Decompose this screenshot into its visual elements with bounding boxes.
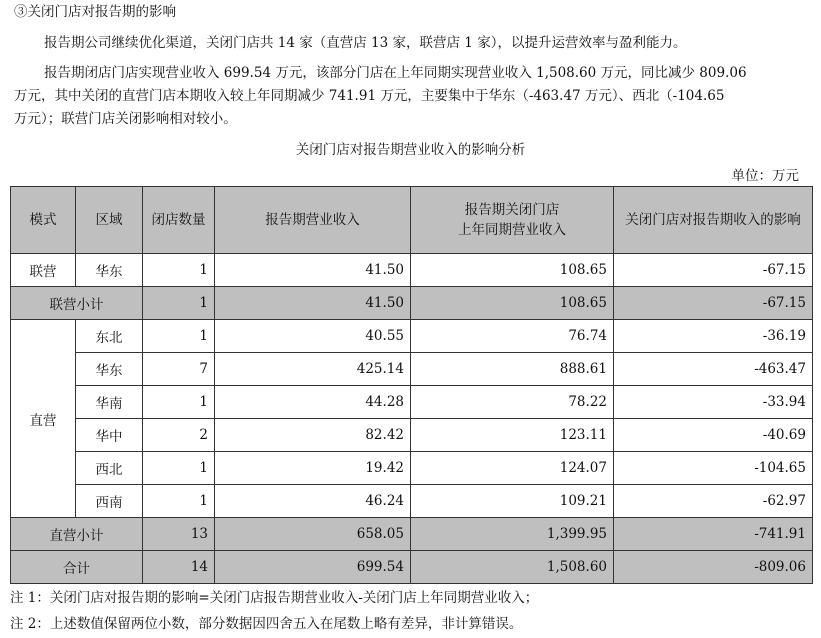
- revenue-cell: 40.55: [215, 320, 411, 353]
- impact-cell: -40.69: [614, 419, 813, 452]
- header-region: 区域: [76, 187, 143, 254]
- prior-cell: 109.21: [411, 485, 614, 518]
- prior-cell: 124.07: [411, 452, 614, 485]
- prior-cell: 123.11: [411, 419, 614, 452]
- count-cell: 1: [143, 287, 215, 320]
- header-count: 闭店数量: [143, 187, 215, 254]
- total-row: [11, 551, 813, 584]
- revenue-cell: 82.42: [215, 419, 411, 452]
- table-header-row: [11, 187, 813, 254]
- mode-cell: 直营: [11, 320, 76, 518]
- revenue-cell: 699.54: [215, 551, 411, 584]
- table-row: [11, 386, 813, 419]
- count-cell: 1: [143, 485, 215, 518]
- impact-cell: -67.15: [614, 287, 813, 320]
- footnote-1: 注 1：关闭门店对报告期的影响=关闭门店报告期营业收入-关闭门店上年同期营业收入；: [10, 590, 539, 606]
- subtotal-row: [11, 518, 813, 551]
- header-prior-line-2: 上年同期营业收入: [458, 222, 566, 238]
- revenue-cell: 46.24: [215, 485, 411, 518]
- prior-cell: 76.74: [411, 320, 614, 353]
- table-row: [11, 485, 813, 518]
- table-row: [11, 254, 813, 287]
- region-cell: 华东: [76, 254, 143, 287]
- count-cell: 1: [143, 320, 215, 353]
- count-cell: 1: [143, 452, 215, 485]
- prior-cell: 1,508.60: [411, 551, 614, 584]
- paragraph-2-line-3: 万元）；联营门店关闭影响相对较小。: [14, 111, 237, 127]
- prior-cell: 888.61: [411, 353, 614, 386]
- table-title: 关闭门店对报告期营业收入的影响分析: [295, 142, 526, 158]
- footnote-2: 注 2：上述数值保留两位小数，部分数据因四舍五入在尾数上略有差异，非计算错误。: [10, 616, 523, 632]
- prior-cell: 1,399.95: [411, 518, 614, 551]
- impact-cell: -33.94: [614, 386, 813, 419]
- region-cell: 华南: [76, 386, 143, 419]
- impact-cell: -36.19: [614, 320, 813, 353]
- subtotal-label: 直营小计: [11, 518, 143, 551]
- impact-cell: -741.91: [614, 518, 813, 551]
- count-cell: 7: [143, 353, 215, 386]
- table-row: [11, 320, 813, 353]
- region-cell: 华东: [76, 353, 143, 386]
- impact-cell: -62.97: [614, 485, 813, 518]
- mode-cell: 联营: [11, 254, 76, 287]
- impact-cell: -104.65: [614, 452, 813, 485]
- paragraph-1: 报告期公司继续优化渠道，关闭门店共 14 家（直营店 13 家，联营店 1 家），以提升运营效率与盈利能力。: [44, 35, 687, 51]
- paragraph-2-line-1: 报告期闭店门店实现营业收入 699.54 万元，该部分门店在上年同期实现营业收入 1,508.60 万元，同比减少 809.06: [44, 65, 747, 81]
- header-mode: 模式: [11, 187, 76, 254]
- region-cell: 西北: [76, 452, 143, 485]
- header-prior-revenue: [411, 187, 614, 254]
- count-cell: 14: [143, 551, 215, 584]
- revenue-cell: 41.50: [215, 287, 411, 320]
- count-cell: 2: [143, 419, 215, 452]
- unit-label: 单位：万元: [731, 168, 799, 184]
- revenue-cell: 658.05: [215, 518, 411, 551]
- impact-cell: -809.06: [614, 551, 813, 584]
- paragraph-2-line-2: 万元，其中关闭的直营门店本期收入较上年同期减少 741.91 万元，主要集中于华东（-463.47 万元）、西北（-104.65: [14, 88, 725, 104]
- revenue-cell: 44.28: [215, 386, 411, 419]
- revenue-cell: 19.42: [215, 452, 411, 485]
- count-cell: 1: [143, 254, 215, 287]
- prior-cell: 108.65: [411, 254, 614, 287]
- region-cell: 东北: [76, 320, 143, 353]
- impact-table: [10, 186, 813, 584]
- subtotal-label: 联营小计: [11, 287, 143, 320]
- header-prior-line-1: 报告期关闭门店: [464, 202, 560, 218]
- impact-cell: -67.15: [614, 254, 813, 287]
- subtotal-row: [11, 287, 813, 320]
- prior-cell: 108.65: [411, 287, 614, 320]
- total-label: 合计: [11, 551, 143, 584]
- header-impact: 关闭门店对报告期收入的影响: [614, 187, 813, 254]
- table-row: [11, 419, 813, 452]
- table-row: [11, 353, 813, 386]
- count-cell: 13: [143, 518, 215, 551]
- count-cell: 1: [143, 386, 215, 419]
- revenue-cell: 41.50: [215, 254, 411, 287]
- region-cell: 西南: [76, 485, 143, 518]
- header-revenue: 报告期营业收入: [215, 187, 411, 254]
- impact-cell: -463.47: [614, 353, 813, 386]
- revenue-cell: 425.14: [215, 353, 411, 386]
- table-row: [11, 452, 813, 485]
- section-title: ③关闭门店对报告期的影响: [14, 4, 176, 20]
- region-cell: 华中: [76, 419, 143, 452]
- prior-cell: 78.22: [411, 386, 614, 419]
